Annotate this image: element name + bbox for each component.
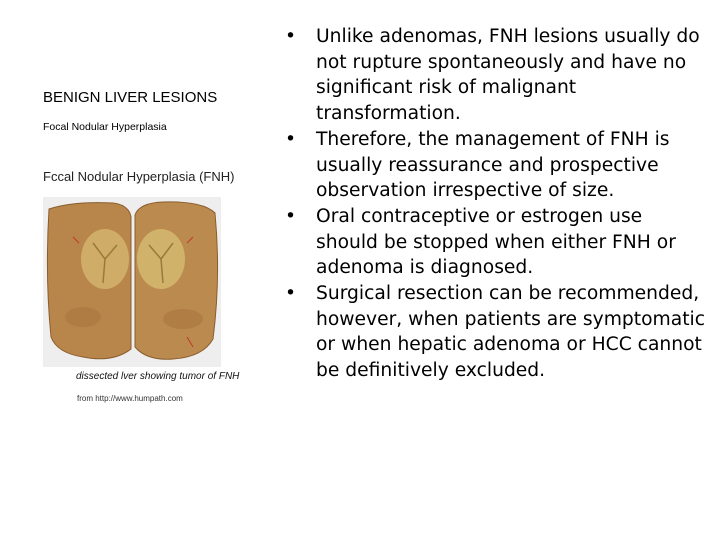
- bullet-text: Therefore, the management of FNH is usually reassurance and prospective observation irrespective of size.: [316, 128, 670, 202]
- figure-source: from http://www.humpath.com: [77, 394, 183, 403]
- bullet-list: [285, 24, 705, 384]
- figure-title: Fccal Nodular Hyperplasia (FNH): [43, 169, 235, 184]
- bullet-item: [285, 127, 705, 204]
- bullet-text: Oral contraceptive or estrogen use should be stopped when either FNH or adenoma is diagnosed.: [316, 205, 676, 279]
- figure-caption: dissected lver showing tumor of FNH: [76, 371, 240, 382]
- bullet-item: [285, 24, 705, 127]
- slide-subtitle: Focal Nodular Hyperplasia: [43, 121, 167, 133]
- bullet-marker: •: [285, 283, 297, 305]
- bullet-marker: •: [285, 26, 297, 47]
- bullet-marker: •: [285, 128, 297, 150]
- bullet-item: [285, 281, 705, 384]
- bullet-marker: •: [285, 205, 297, 227]
- liver-figure: [40, 165, 280, 410]
- liver-specimen-image: [43, 197, 221, 367]
- bullet-item: [285, 204, 705, 281]
- bullet-text: Surgical resection can be recommended, however, when patients are symptomatic or when hepatic adenoma or HCC cannot be definitively excluded.: [316, 283, 705, 382]
- bullet-text: Unlike adenomas, FNH lesions usually do not rupture spontaneously and have no significant risk of malignant transformation.: [316, 26, 700, 125]
- slide-title: BENIGN LIVER LESIONS: [43, 89, 218, 106]
